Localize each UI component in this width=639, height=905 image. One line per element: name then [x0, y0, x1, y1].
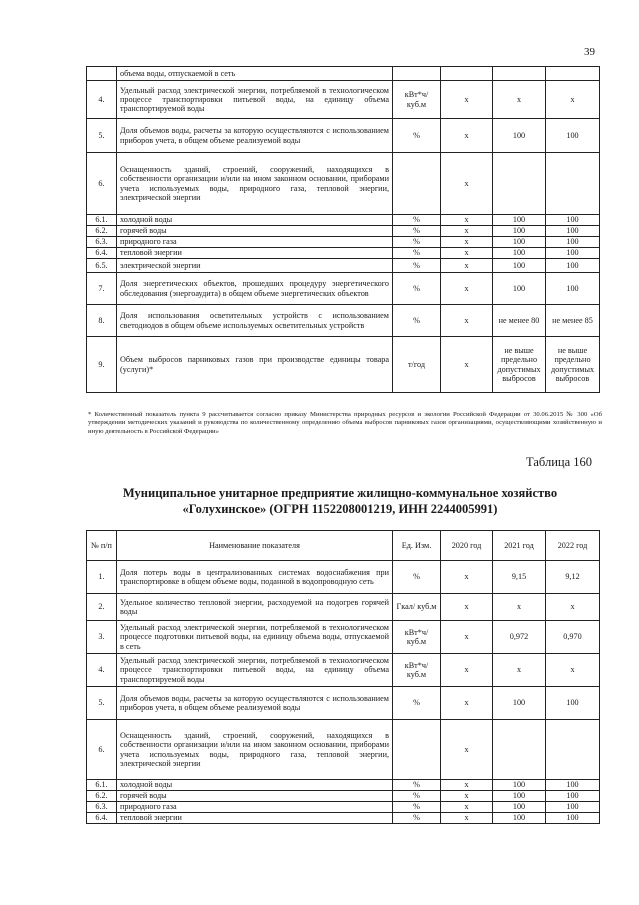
- table-row: [87, 237, 600, 248]
- indicator-name: тепловой энергии: [117, 813, 393, 824]
- value-2021: [493, 153, 546, 215]
- value-2022: не менее 85: [546, 305, 600, 337]
- value-2022: 9,12: [546, 561, 600, 594]
- value-2022: [546, 67, 600, 81]
- indicator-name: Доля потерь воды в централизованных системах водоснабжения при транспортировке в общем объеме воды, поданной в водопроводную сеть: [117, 561, 393, 594]
- header-unit: Ед. Изм.: [393, 531, 441, 561]
- unit-cell: кВт*ч/ куб.м: [393, 621, 441, 654]
- value-2021: не менее 80: [493, 305, 546, 337]
- row-number: 8.: [87, 305, 117, 337]
- indicators-table-continued: [86, 66, 600, 393]
- header-2022: 2022 год: [546, 531, 600, 561]
- row-number: 4.: [87, 654, 117, 687]
- page-number: 39: [584, 46, 595, 58]
- table-row: [87, 81, 600, 119]
- row-number: 4.: [87, 81, 117, 119]
- value-2021: не выше предельно допустимых выбросов: [493, 337, 546, 393]
- row-number: 6.4.: [87, 248, 117, 259]
- table-row: [87, 594, 600, 621]
- value-2020: [441, 67, 493, 81]
- value-2020: х: [441, 561, 493, 594]
- row-number: 6.1.: [87, 215, 117, 226]
- value-2022: х: [546, 81, 600, 119]
- row-number: 6.: [87, 153, 117, 215]
- row-number: 6.2.: [87, 226, 117, 237]
- table-row: [87, 654, 600, 687]
- unit-cell: %: [393, 226, 441, 237]
- unit-cell: кВт*ч/ куб.м: [393, 654, 441, 687]
- unit-cell: Гкал/ куб.м: [393, 594, 441, 621]
- indicator-name: Удельный расход электрической энергии, потребляемой в технологическом процессе подготовки питьевой воды, на единицу объема воды, отпускаемой в сеть: [117, 621, 393, 654]
- unit-cell: %: [393, 305, 441, 337]
- row-number: 6.3.: [87, 237, 117, 248]
- table-row: [87, 226, 600, 237]
- value-2021: [493, 720, 546, 780]
- unit-cell: %: [393, 215, 441, 226]
- table-row: [87, 687, 600, 720]
- value-2022: 100: [546, 248, 600, 259]
- value-2021: 9,15: [493, 561, 546, 594]
- table-row: [87, 780, 600, 791]
- indicator-name: Объем выбросов парниковых газов при производстве единицы товара (услуги)*: [117, 337, 393, 393]
- indicator-name: Удельное количество тепловой энергии, расходуемой на подогрев горячей воды: [117, 594, 393, 621]
- value-2020: х: [441, 654, 493, 687]
- table-row: [87, 813, 600, 824]
- value-2021: х: [493, 81, 546, 119]
- value-2020: х: [441, 621, 493, 654]
- indicator-name: Доля объемов воды, расчеты за которую осуществляются с использованием приборов учета, в общем объеме реализуемой воды: [117, 119, 393, 153]
- value-2020: х: [441, 305, 493, 337]
- table-row: [87, 305, 600, 337]
- unit-cell: %: [393, 687, 441, 720]
- value-2022: 100: [546, 215, 600, 226]
- value-2022: 100: [546, 237, 600, 248]
- organization-title: Муниципальное унитарное предприятие жилищно-коммунальное хозяйство «Голухинское» (ОГРН 1152208001219, ИНН 2244005991): [122, 486, 558, 517]
- value-2020: х: [441, 337, 493, 393]
- value-2022: 100: [546, 791, 600, 802]
- indicator-name: Доля объемов воды, расчеты за которую осуществляются с использованием приборов учета, в общем объеме реализуемой воды: [117, 687, 393, 720]
- indicator-name: Удельный расход электрической энергии, потребляемой в технологическом процессе транспортировки питьевой воды, на единицу объема транспортируемой воды: [117, 654, 393, 687]
- value-2022: 100: [546, 226, 600, 237]
- row-number: 2.: [87, 594, 117, 621]
- indicator-name: горячей воды: [117, 791, 393, 802]
- row-number: 6.: [87, 720, 117, 780]
- unit-cell: %: [393, 813, 441, 824]
- table-row: [87, 153, 600, 215]
- indicator-name: природного газа: [117, 237, 393, 248]
- value-2021: 100: [493, 802, 546, 813]
- value-2021: 100: [493, 273, 546, 305]
- value-2021: 100: [493, 237, 546, 248]
- unit-cell: [393, 153, 441, 215]
- indicator-name: холодной воды: [117, 215, 393, 226]
- header-name: Наименование показателя: [117, 531, 393, 561]
- table-row: [87, 273, 600, 305]
- table-row: [87, 215, 600, 226]
- unit-cell: %: [393, 780, 441, 791]
- indicator-name: электрической энергии: [117, 259, 393, 273]
- indicator-name: объема воды, отпускаемой в сеть: [117, 67, 393, 81]
- indicator-name: тепловой энергии: [117, 248, 393, 259]
- row-number: 6.3.: [87, 802, 117, 813]
- value-2020: х: [441, 119, 493, 153]
- value-2020: х: [441, 802, 493, 813]
- value-2020: х: [441, 259, 493, 273]
- row-number: 6.1.: [87, 780, 117, 791]
- value-2022: 100: [546, 813, 600, 824]
- value-2020: х: [441, 81, 493, 119]
- value-2020: х: [441, 215, 493, 226]
- table-row: [87, 791, 600, 802]
- indicators-table: [86, 530, 600, 824]
- value-2021: 100: [493, 119, 546, 153]
- unit-cell: т/год: [393, 337, 441, 393]
- value-2021: 0,972: [493, 621, 546, 654]
- footnote: * Количественный показатель пункта 9 рассчитывается согласно приказу Министерства природных ресурсов и экологии Российской Федерации от 30.06.2015 № 300 «Об утверждении методических указаний и руководства по количественному определению объема выбросов парниковых газов организациями, осуществляющими хозяйственную и иную деятельность в Российской Федерации»: [88, 411, 602, 435]
- table-row: [87, 802, 600, 813]
- indicator-name: Доля использования осветительных устройств с использованием светодиодов в общем объеме используемых осветительных устройств: [117, 305, 393, 337]
- value-2020: х: [441, 248, 493, 259]
- table-header-row: [87, 531, 600, 561]
- table-row: [87, 248, 600, 259]
- indicator-name: Оснащенность зданий, строений, сооружений, находящихся в собственности организации и/или на ином законном основании, приборами учета используемых воды, природного газа, тепловой энергии, электрической энергии: [117, 153, 393, 215]
- table-row: [87, 720, 600, 780]
- table-row: [87, 67, 600, 81]
- unit-cell: %: [393, 237, 441, 248]
- value-2022: 100: [546, 273, 600, 305]
- unit-cell: [393, 67, 441, 81]
- indicator-name: Доля энергетических объектов, прошедших процедуру энергетического обследования (энергоаудита) в общем объеме энергетических объектов: [117, 273, 393, 305]
- value-2022: 100: [546, 780, 600, 791]
- indicator-name: Оснащенность зданий, строений, сооружений, находящихся в собственности организации и/или на ином законном основании, приборами учета используемых воды, природного газа, тепловой энергии, электрической энергии: [117, 720, 393, 780]
- value-2022: 100: [546, 802, 600, 813]
- value-2020: х: [441, 687, 493, 720]
- value-2021: 100: [493, 226, 546, 237]
- value-2021: 100: [493, 791, 546, 802]
- unit-cell: %: [393, 802, 441, 813]
- row-number: 1.: [87, 561, 117, 594]
- value-2021: 100: [493, 687, 546, 720]
- value-2020: х: [441, 226, 493, 237]
- table-label: Таблица 160: [526, 455, 592, 469]
- value-2020: х: [441, 720, 493, 780]
- unit-cell: [393, 720, 441, 780]
- value-2022: не выше предельно допустимых выбросов: [546, 337, 600, 393]
- indicator-name: горячей воды: [117, 226, 393, 237]
- value-2021: 100: [493, 259, 546, 273]
- indicator-name: Удельный расход электрической энергии, потребляемой в технологическом процессе транспортировки питьевой воды, на единицу объема транспортируемой воды: [117, 81, 393, 119]
- value-2022: х: [546, 654, 600, 687]
- header-num: № п/п: [87, 531, 117, 561]
- table-row: [87, 337, 600, 393]
- row-number: 6.2.: [87, 791, 117, 802]
- value-2020: х: [441, 813, 493, 824]
- value-2021: 100: [493, 248, 546, 259]
- value-2021: х: [493, 594, 546, 621]
- value-2022: 0,970: [546, 621, 600, 654]
- value-2021: 100: [493, 780, 546, 791]
- value-2022: [546, 153, 600, 215]
- table-row: [87, 259, 600, 273]
- value-2022: 100: [546, 687, 600, 720]
- unit-cell: %: [393, 248, 441, 259]
- row-number: 7.: [87, 273, 117, 305]
- row-number: 5.: [87, 119, 117, 153]
- row-number: 3.: [87, 621, 117, 654]
- value-2022: [546, 720, 600, 780]
- value-2022: 100: [546, 259, 600, 273]
- row-number: 9.: [87, 337, 117, 393]
- value-2020: х: [441, 153, 493, 215]
- table-row: [87, 621, 600, 654]
- table-row: [87, 119, 600, 153]
- unit-cell: %: [393, 259, 441, 273]
- unit-cell: %: [393, 119, 441, 153]
- header-2021: 2021 год: [493, 531, 546, 561]
- value-2020: х: [441, 594, 493, 621]
- header-2020: 2020 год: [441, 531, 493, 561]
- value-2021: [493, 67, 546, 81]
- row-number: 6.4.: [87, 813, 117, 824]
- value-2022: 100: [546, 119, 600, 153]
- value-2020: х: [441, 791, 493, 802]
- row-number: [87, 67, 117, 81]
- table-row: [87, 561, 600, 594]
- unit-cell: кВт*ч/ куб.м: [393, 81, 441, 119]
- indicator-name: холодной воды: [117, 780, 393, 791]
- value-2020: х: [441, 273, 493, 305]
- value-2021: 100: [493, 813, 546, 824]
- row-number: 5.: [87, 687, 117, 720]
- unit-cell: %: [393, 791, 441, 802]
- value-2020: х: [441, 780, 493, 791]
- unit-cell: %: [393, 273, 441, 305]
- unit-cell: %: [393, 561, 441, 594]
- value-2021: х: [493, 654, 546, 687]
- row-number: 6.5.: [87, 259, 117, 273]
- indicator-name: природного газа: [117, 802, 393, 813]
- value-2022: х: [546, 594, 600, 621]
- value-2020: х: [441, 237, 493, 248]
- value-2021: 100: [493, 215, 546, 226]
